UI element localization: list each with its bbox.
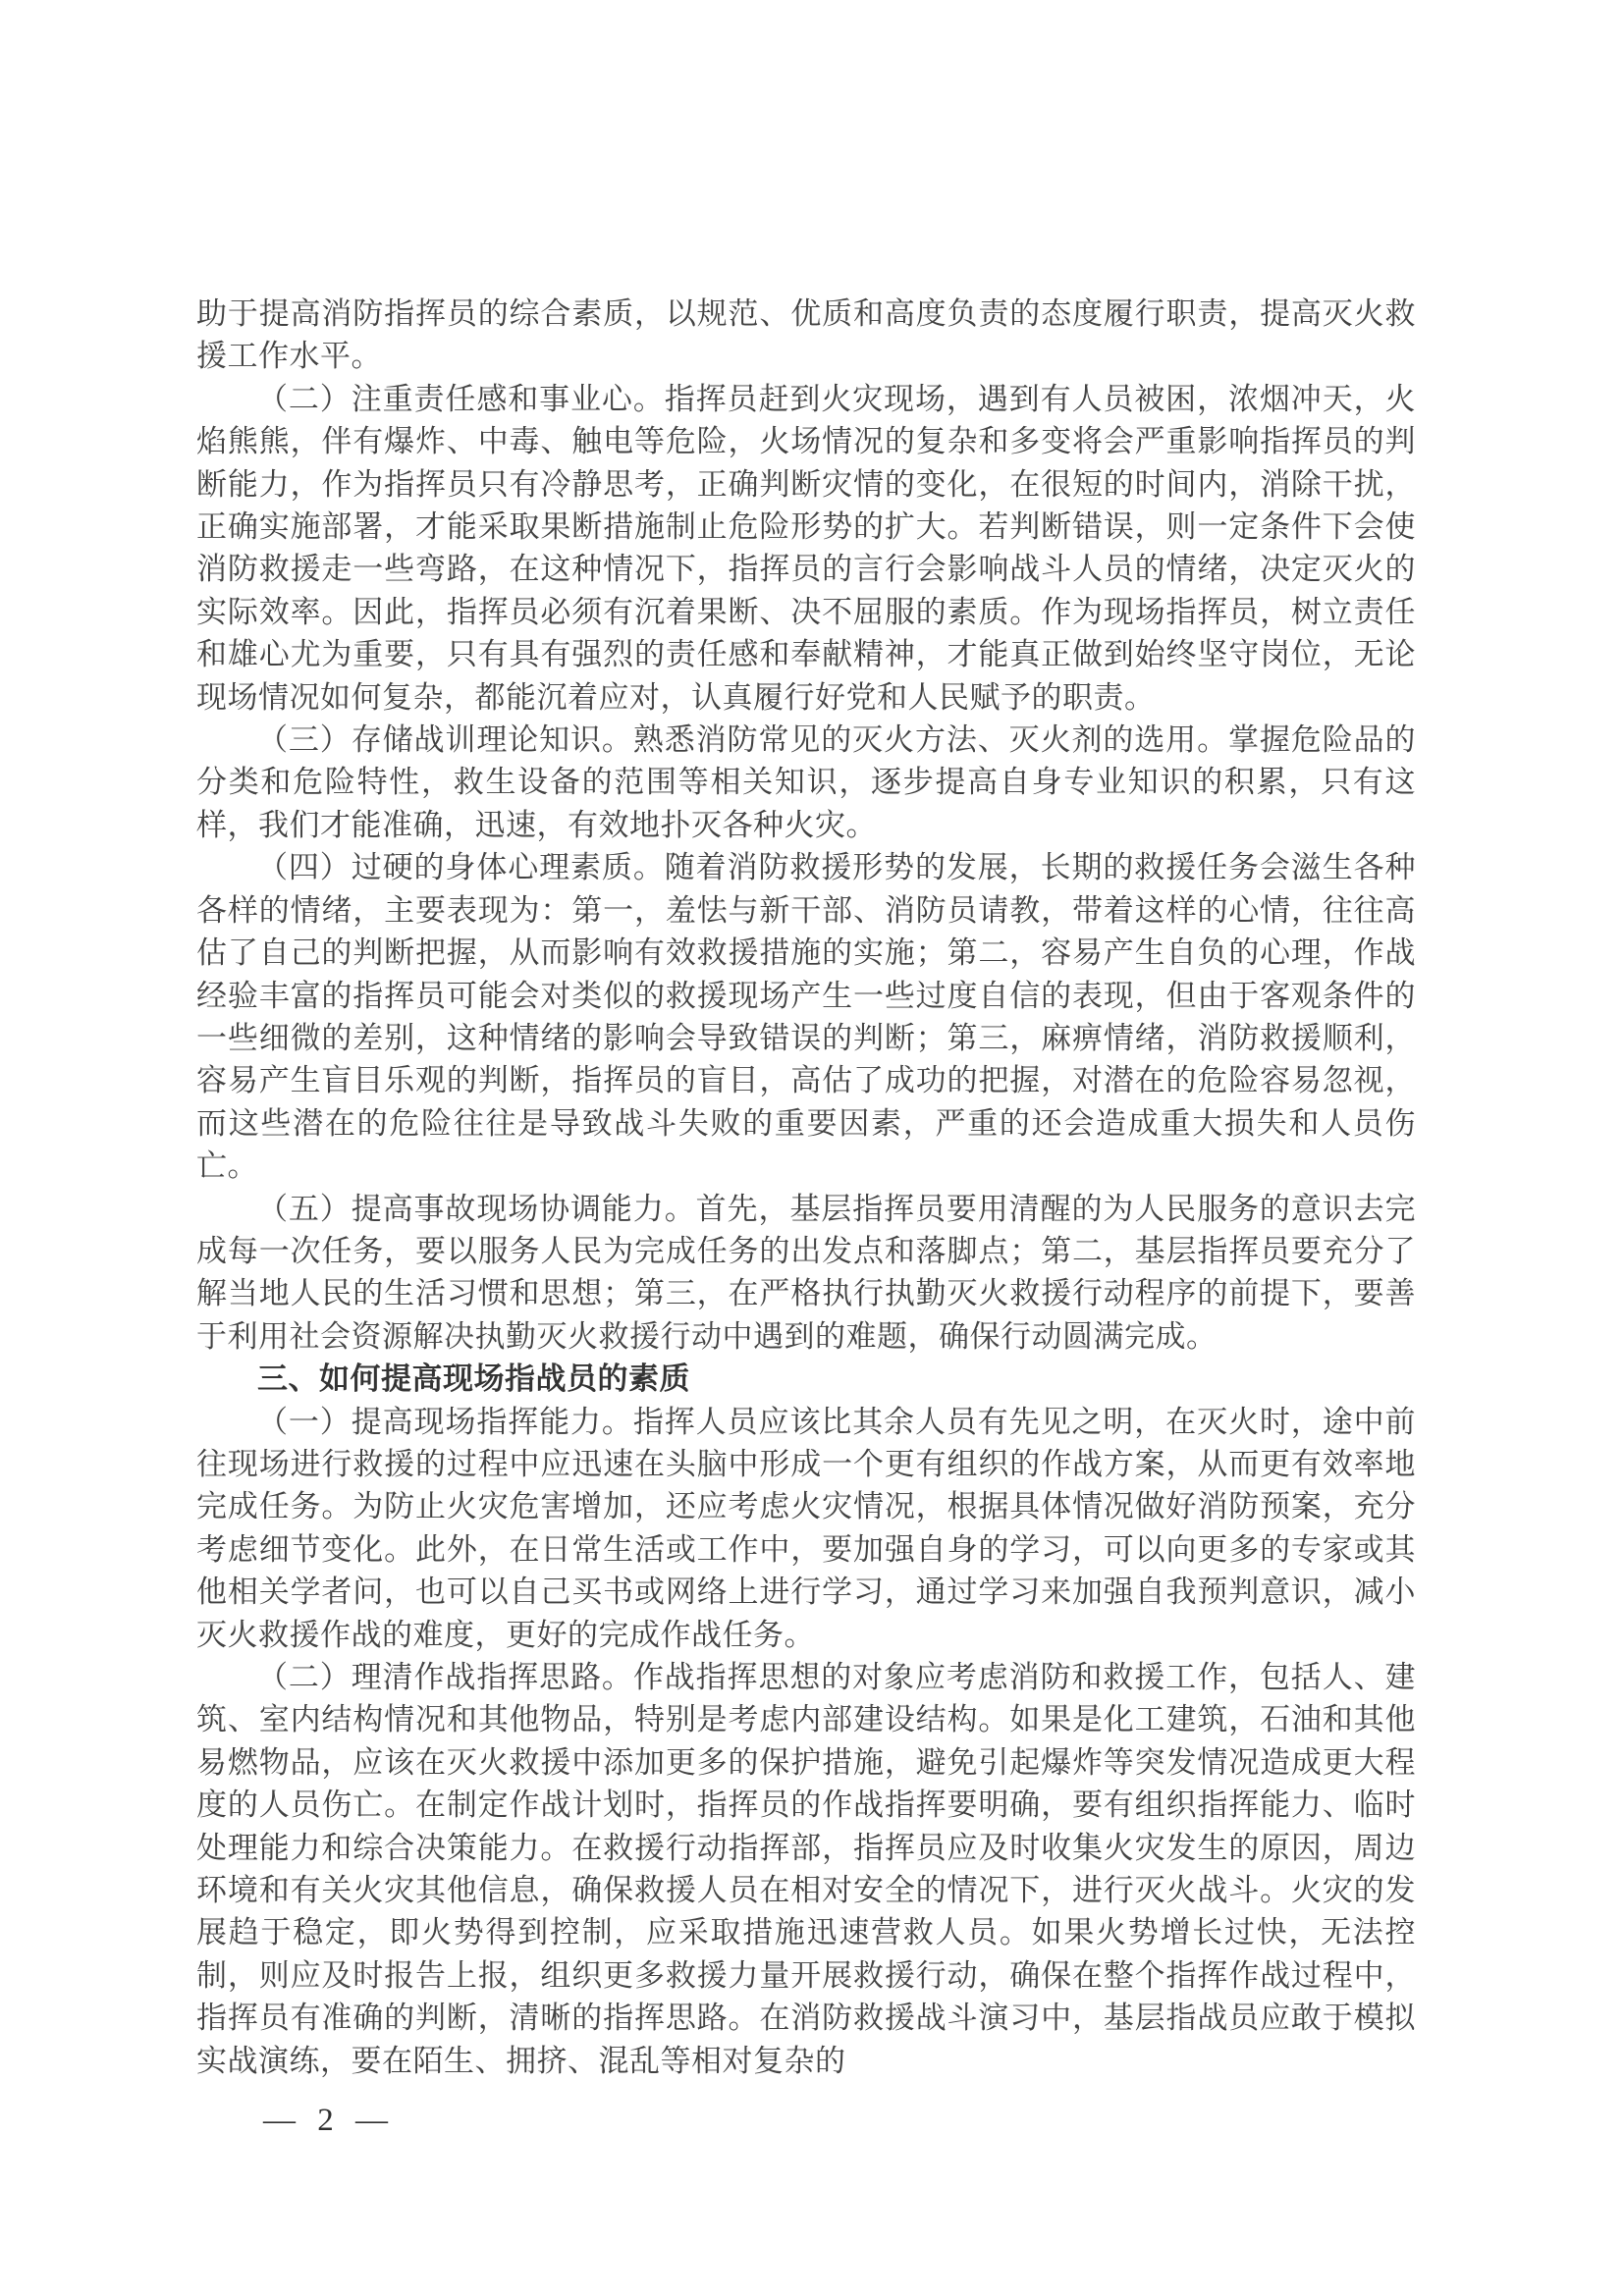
section-heading: 三、如何提高现场指战员的素质 bbox=[257, 1362, 690, 1397]
paragraph: （四）过硬的身体心理素质。随着消防救援形势的发展，长期的救援任务会滋生各种各样的情绪，主要表现为：第一，羞怯与新干部、消防员请教，带着这样的心情，往往高估了自己的判断把握，从而影响有效救援措施的实施；第二，容易产生自负的心理，作战经验丰富的指挥员可能会对类似的救援现场产生一些过度自信的表现，但由于客观条件的一些细微的差别，这种情绪的影响会导致错误的判断；第三，麻痹情绪，消防救援顺利，容易产生盲目乐观的判断，指挥员的盲目，高估了成功的把握，对潜在的危险容易忽视，而这些潜在的危险往往是导致战斗失败的重要因素，严重的还会造成重大损失和人员伤亡。 bbox=[196, 850, 1416, 1184]
page-number: — 2 — bbox=[263, 2103, 388, 2138]
paragraph: （三）存储战训理论知识。熟悉消防常见的灭火方法、灭火剂的选用。掌握危险品的分类和危险特性，救生设备的范围等相关知识，逐步提高自身专业知识的积累，只有这样，我们才能准确，迅速，有效地扑灭各种火灾。 bbox=[196, 722, 1416, 842]
paragraph: （五）提高事故现场协调能力。首先，基层指挥员要用清醒的为人民服务的意识去完成每一次任务，要以服务人民为完成任务的出发点和落脚点；第二，基层指挥员要充分了解当地人民的生活习惯和思想；第三，在严格执行执勤灭火救援行动程序的前提下，要善于利用社会资源解决执勤灭火救援行动中遇到的难题，确保行动圆满完成。 bbox=[196, 1191, 1416, 1354]
paragraph: （二）理清作战指挥思路。作战指挥思想的对象应考虑消防和救援工作，包括人、建筑、室内结构情况和其他物品，特别是考虑内部建设结构。如果是化工建筑，石油和其他易燃物品，应该在灭火救援中添加更多的保护措施，避免引起爆炸等突发情况造成更大程度的人员伤亡。在制定作战计划时，指挥员的作战指挥要明确，要有组织指挥能力、临时处理能力和综合决策能力。在救援行动指挥部，指挥员应及时收集火灾发生的原因，周边环境和有关火灾其他信息，确保救援人员在相对安全的情况下，进行灭火战斗。火灾的发展趋于稳定，即火势得到控制，应采取措施迅速营救人员。如果火势增长过快，无法控制，则应及时报告上报，组织更多救援力量开展救援行动，确保在整个指挥作战过程中，指挥员有准确的判断，清晰的指挥思路。在消防救援战斗演习中，基层指战员应敢于模拟实战演练，要在陌生、拥挤、混乱等相对复杂的 bbox=[196, 1660, 1416, 2078]
paragraph: （二）注重责任感和事业心。指挥员赶到火灾现场，遇到有人员被困，浓烟冲天，火焰熊熊，伴有爆炸、中毒、触电等危险，火场情况的复杂和多变将会严重影响指挥员的判断能力，作为指挥员只有冷静思考，正确判断灾情的变化，在很短的时间内，消除干扰，正确实施部署，才能采取果断措施制止危险形势的扩大。若判断错误，则一定条件下会使消防救援走一些弯路，在这种情况下，指挥员的言行会影响战斗人员的情绪，决定灭火的实际效率。因此，指挥员必须有沉着果断、决不屈服的素质。作为现场指挥员，树立责任和雄心尤为重要，只有具有强烈的责任感和奉献精神，才能真正做到始终坚守岗位，无论现场情况如何复杂，都能沉着应对，认真履行好党和人民赋予的职责。 bbox=[196, 381, 1416, 715]
paragraph: 助于提高消防指挥员的综合素质，以规范、优质和高度负责的态度履行职责，提高灭火救援工作水平。 bbox=[196, 296, 1416, 374]
document-body bbox=[196, 293, 1416, 2082]
paragraph: （一）提高现场指挥能力。指挥人员应该比其余人员有先见之明，在灭火时，途中前往现场进行救援的过程中应迅速在头脑中形成一个更有组织的作战方案，从而更有效率地完成任务。为防止火灾危害增加，还应考虑火灾情况，根据具体情况做好消防预案，充分考虑细节变化。此外，在日常生活或工作中，要加强自身的学习，可以向更多的专家或其他相关学者问，也可以自己买书或网络上进行学习，通过学习来加强自我预判意识，减小灭火救援作战的难度，更好的完成作战任务。 bbox=[196, 1404, 1416, 1652]
